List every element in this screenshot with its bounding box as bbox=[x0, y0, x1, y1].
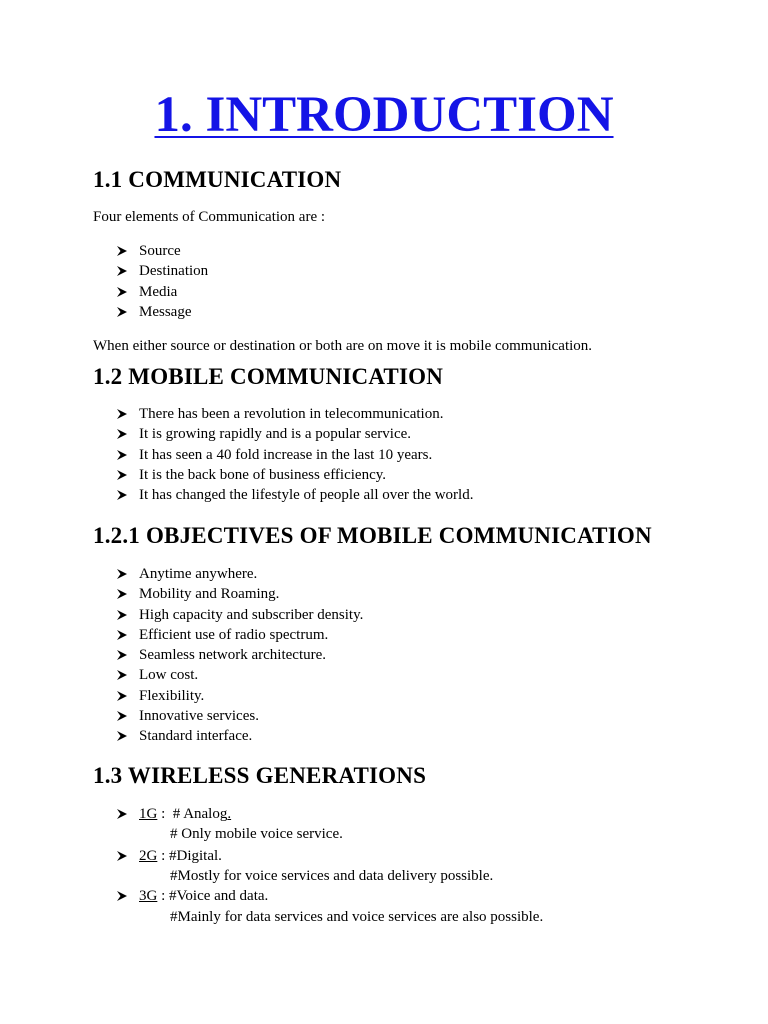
section-heading-objectives: 1.2.1 OBJECTIVES OF MOBILE COMMUNICATION bbox=[93, 523, 652, 548]
list-item-text: Message bbox=[139, 303, 192, 320]
arrowhead-bullet-icon bbox=[116, 568, 128, 580]
mobile-communication-list bbox=[0, 404, 473, 505]
list-item bbox=[0, 302, 208, 322]
arrowhead-bullet-icon bbox=[116, 588, 128, 600]
generation-label: 2G bbox=[139, 848, 158, 864]
section-heading-communication: 1.1 COMMUNICATION bbox=[93, 167, 342, 192]
list-item bbox=[0, 726, 363, 746]
arrowhead-bullet-icon bbox=[116, 428, 128, 440]
list-item-text: Mobility and Roaming. bbox=[139, 586, 280, 603]
list-item bbox=[0, 665, 363, 685]
list-item bbox=[0, 625, 363, 645]
list-item bbox=[0, 241, 208, 261]
arrowhead-bullet-icon bbox=[116, 730, 128, 742]
arrowhead-bullet-icon bbox=[116, 306, 128, 318]
list-item-text: Source bbox=[139, 243, 181, 259]
objectives-list bbox=[0, 564, 363, 747]
generation-type: #Digital. bbox=[169, 848, 222, 864]
arrowhead-bullet-icon bbox=[116, 649, 128, 661]
list-item bbox=[0, 424, 473, 444]
list-item-text: Media bbox=[139, 283, 178, 300]
list-item-text: Low cost. bbox=[139, 667, 199, 684]
generation-type: #Voice and data. bbox=[169, 888, 269, 904]
list-item bbox=[0, 445, 473, 465]
arrowhead-bullet-icon bbox=[116, 245, 128, 257]
list-item-text: Seamless network architecture. bbox=[139, 647, 327, 664]
list-item bbox=[0, 465, 473, 485]
list-item bbox=[0, 605, 363, 625]
generation-separator: : bbox=[157, 806, 173, 822]
list-item bbox=[0, 282, 208, 302]
arrowhead-bullet-icon bbox=[116, 609, 128, 621]
list-item bbox=[0, 404, 473, 424]
section-heading-mobile-communication: 1.2 MOBILE COMMUNICATION bbox=[93, 364, 444, 389]
list-item-text: Efficient use of radio spectrum. bbox=[139, 626, 329, 643]
generation-detail: #Mostly for voice services and data delivery possible. bbox=[170, 868, 494, 884]
list-item-text: Standard interface. bbox=[139, 728, 253, 745]
generation-label: 3G bbox=[139, 888, 158, 904]
arrowhead-bullet-icon bbox=[116, 489, 128, 501]
generation-label: 1G bbox=[139, 806, 158, 822]
list-item-text: Innovative services. bbox=[139, 708, 259, 725]
section-heading-wireless-generations: 1.3 WIRELESS GENERATIONS bbox=[93, 763, 427, 788]
generation-detail: # Only mobile voice service. bbox=[170, 826, 343, 842]
list-item bbox=[0, 645, 363, 665]
generation-separator: : bbox=[157, 888, 170, 904]
arrowhead-bullet-icon bbox=[116, 629, 128, 641]
list-item-text: It has seen a 40 fold increase in the last 10 years. bbox=[139, 446, 433, 463]
arrowhead-bullet-icon bbox=[116, 710, 128, 722]
list-item bbox=[0, 706, 363, 726]
list-item-text: Flexibility. bbox=[139, 687, 205, 704]
generation-detail: #Mainly for data services and voice services are also possible. bbox=[170, 909, 544, 925]
arrowhead-bullet-icon bbox=[116, 850, 128, 862]
generation-line bbox=[139, 846, 222, 866]
list-item bbox=[0, 485, 473, 505]
arrowhead-bullet-icon bbox=[116, 690, 128, 702]
list-item-text: High capacity and subscriber density. bbox=[139, 606, 364, 623]
list-item-text: It has changed the lifestyle of people all over the world. bbox=[139, 487, 474, 504]
list-item bbox=[0, 261, 208, 281]
list-item-text: Anytime anywhere. bbox=[139, 566, 258, 582]
generation-type: # Analog bbox=[172, 806, 228, 822]
arrowhead-bullet-icon bbox=[116, 449, 128, 461]
arrowhead-bullet-icon bbox=[116, 265, 128, 277]
generation-line bbox=[139, 804, 231, 824]
generation-line bbox=[139, 886, 268, 906]
communication-intro: Four elements of Communication are : bbox=[93, 209, 326, 225]
list-item-text: Destination bbox=[139, 263, 209, 280]
list-item-text: It is the back bone of business efficiency. bbox=[139, 466, 387, 483]
list-item bbox=[0, 584, 363, 604]
arrowhead-bullet-icon bbox=[116, 469, 128, 481]
list-item-text: There has been a revolution in telecommunication. bbox=[139, 406, 444, 422]
communication-elements-list bbox=[0, 241, 208, 322]
arrowhead-bullet-icon bbox=[116, 408, 128, 420]
arrowhead-bullet-icon bbox=[116, 669, 128, 681]
generation-separator: : bbox=[157, 848, 170, 864]
list-item bbox=[0, 564, 363, 584]
generation-type-tail: . bbox=[227, 806, 232, 822]
page-title: 1. INTRODUCTION bbox=[154, 87, 614, 143]
arrowhead-bullet-icon bbox=[116, 808, 128, 820]
communication-outro: When either source or destination or both are on move it is mobile communication. bbox=[93, 338, 593, 354]
arrowhead-bullet-icon bbox=[116, 890, 128, 902]
list-item bbox=[0, 686, 363, 706]
list-item-text: It is growing rapidly and is a popular service. bbox=[139, 426, 412, 443]
arrowhead-bullet-icon bbox=[116, 286, 128, 298]
